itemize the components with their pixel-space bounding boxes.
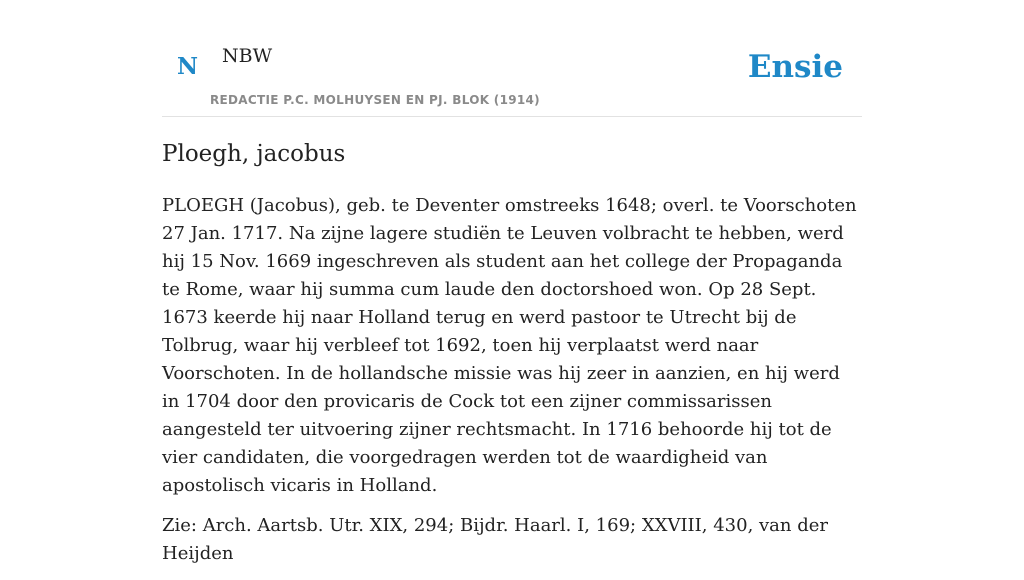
- source-logo[interactable]: N: [177, 53, 199, 80]
- article-title: Ploegh, jacobus: [162, 141, 346, 167]
- brand-logo[interactable]: Ensie: [747, 49, 843, 85]
- source-editors: REDACTIE P.C. MOLHUYSEN EN PJ. BLOK (1914): [210, 93, 540, 107]
- article-references: Zie: Arch. Aartsb. Utr. XIX, 294; Bijdr. Haarl. I, 169; XXVIII, 430, van der Heijden: [162, 515, 829, 564]
- site-header: [162, 0, 862, 117]
- source-title[interactable]: NBW: [222, 45, 273, 67]
- article-paragraph: PLOEGH (Jacobus), geb. te Deventer omstreeks 1648; overl. te Voorschoten 27 Jan. 1717. Na zijne lagere studiën te Leuven volbracht te hebben, werd hij 15 Nov. 1669 ingeschreven als student aan het college der Propaganda te Rome, waar hij summa cum laude den doctorshoed won. Op 28 Sept. 1673 keerde hij naar Holland terug en werd pastoor te Utrecht bij de Tolbrug, waar hij verbleef tot 1692, toen hij verplaatst werd naar Voorschoten. In de hollandsche missie was hij zeer in aanzien, en hij werd in 1704 door den provicaris de Cock tot een zijner commissarissen aangesteld ter uitvoering zijner rechtsmacht. In 1716 behoorde hij tot de vier candidaten, die voorgedragen werden tot de waardigheid van apostolisch vicaris in Holland.: [162, 195, 857, 496]
- article-body: [162, 192, 862, 580]
